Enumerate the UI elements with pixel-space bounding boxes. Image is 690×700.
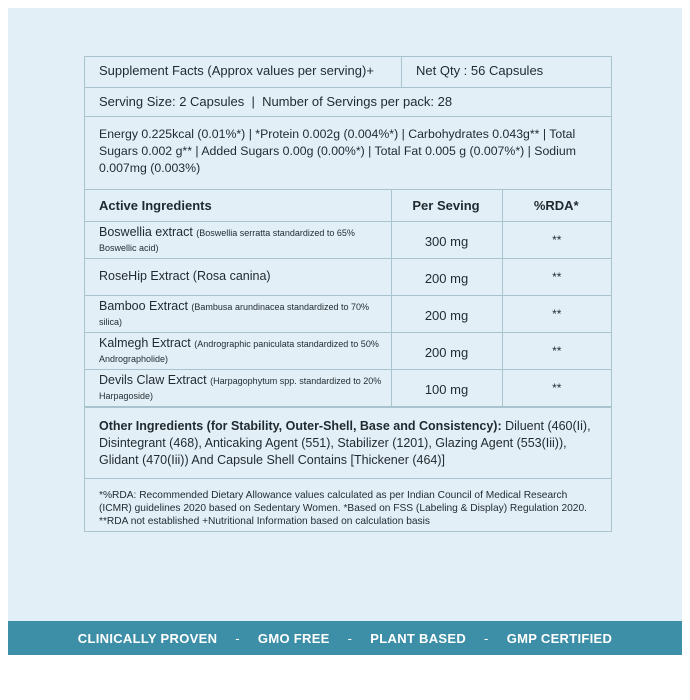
ingredient-name-cell (85, 332, 391, 369)
table-row (85, 258, 611, 295)
table-row (85, 369, 611, 406)
table-row (85, 221, 611, 258)
supplement-facts-table (84, 56, 612, 532)
ingredient-name-cell (85, 295, 391, 332)
ingredient-name: RoseHip Extract (Rosa canina) (99, 269, 271, 283)
per-serving-value: 200 mg (391, 295, 502, 332)
active-ingredients-table (85, 190, 611, 407)
other-ingredients-text: Diluent (460(Ii), Disintegrant (468), Anticaking Agent (551), Stabilizer (1201), Glazing Agent (553(Iii)), Glidant (470(Iii)) And Capsule Shell Contains [Thickener (464)] (99, 418, 591, 467)
ingredient-detail: (Harpagophytum spp. standardized to 20% Harpagoside) (99, 375, 382, 401)
ingredient-name-cell (85, 221, 391, 258)
ingredient-name-cell (85, 369, 391, 406)
net-qty: Net Qty : 56 Capsules (416, 63, 544, 78)
banner-separator: - (484, 630, 489, 646)
facts-title: Supplement Facts (Approx values per serving)+ (85, 57, 402, 87)
ingredients-section (85, 190, 611, 408)
per-serving-value: 300 mg (391, 221, 502, 258)
banner-item-gmp-certified: GMP CERTIFIED (506, 630, 613, 646)
ingredient-name: Bamboo Extract (99, 298, 188, 313)
serving-info: Serving Size: 2 Capsules | Number of Servings per pack: 28 (85, 88, 611, 117)
per-serving-value: 200 mg (391, 258, 502, 295)
certification-banner (8, 621, 682, 655)
banner-item-clinically-proven: CLINICALLY PROVEN (77, 630, 218, 646)
nutrition-info: Energy 0.225kcal (0.01%*) | *Protein 0.002g (0.004%*) | Carbohydrates 0.043g** | Total Sugars 0.002 g** | Added Sugars 0.00g (0.00%*) | Total Fat 0.005 g (0.007%*) | Sodium 0.007mg (0.003%) (85, 117, 611, 190)
ingredient-name: Kalmegh Extract (99, 335, 191, 350)
banner-separator: - (235, 630, 240, 646)
ingredient-name: Devils Claw Extract (99, 372, 207, 387)
rda-value: ** (502, 332, 611, 369)
per-serving-value: 100 mg (391, 369, 502, 406)
ingredient-detail: (Boswellia serratta standardized to 65% Boswellic acid) (99, 227, 355, 253)
facts-header-row (85, 57, 611, 88)
ingredient-name-cell (85, 258, 391, 295)
ingredient-detail: (Andrographic paniculata standardized to 50% Andrographolide) (99, 338, 379, 364)
per-serving-value: 200 mg (391, 332, 502, 369)
rda-value: ** (502, 221, 611, 258)
banner-separator: - (347, 630, 353, 646)
col-header-per-serving: Per Seving (391, 190, 502, 221)
rda-value: ** (502, 369, 611, 406)
rda-value: ** (502, 258, 611, 295)
ingredient-detail: (Bambusa arundinacea standardized to 70% silica) (99, 301, 370, 327)
table-row (85, 295, 611, 332)
other-ingredients (85, 408, 611, 479)
table-header-row (85, 190, 611, 221)
table-row (85, 332, 611, 369)
col-header-rda: %RDA* (502, 190, 611, 221)
col-header-ingredient: Active Ingredients (85, 190, 391, 221)
banner-item-plant-based: PLANT BASED (370, 630, 467, 646)
footnote: *%RDA: Recommended Dietary Allowance values calculated as per Indian Council of Medical Research (ICMR) guidelines 2020 based on Sedentary Women. *Based on FSS (Labeling & Display) Regulation 2020. **RDA not established +Nutritional Information based on calculation basis (99, 489, 587, 527)
other-ingredients-label: Other Ingredients (for Stability, Outer-Shell, Base and Consistency): (99, 418, 502, 433)
ingredient-name: Boswellia extract (99, 224, 193, 239)
banner-item-gmo-free: GMO FREE (257, 630, 330, 646)
rda-value: ** (502, 295, 611, 332)
